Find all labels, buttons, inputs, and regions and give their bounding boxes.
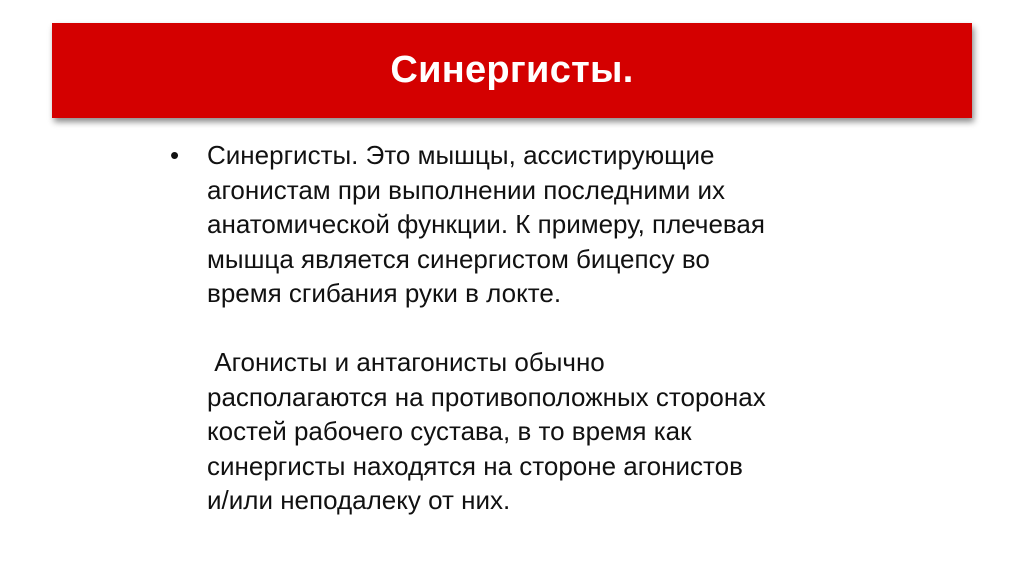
- title-bar: [52, 23, 972, 118]
- slide-title: Синергисты.: [390, 49, 634, 91]
- paragraph-line: анатомической функции. К примеру, плечевая: [207, 209, 765, 239]
- paragraph-2: [207, 345, 850, 518]
- paragraph-line: Синергисты. Это мышцы, ассистирующие: [207, 140, 715, 170]
- paragraph-line: мышца является синергистом бицепсу во: [207, 243, 710, 274]
- bullet-item: [170, 138, 850, 518]
- slide-content: [170, 138, 850, 518]
- paragraph-line: костей рабочего сустава, в то время как: [207, 416, 692, 446]
- paragraph-line: агонистам при выполнении последними их: [207, 174, 726, 205]
- paragraph-line: и/или неподалеку от них.: [207, 485, 511, 515]
- paragraph-line: синергисты находятся на стороне агонистов: [207, 450, 743, 481]
- bullet-icon: •: [170, 140, 180, 170]
- paragraph-line: располагаются на противоположных сторонах: [207, 381, 766, 412]
- paragraph-gap: [207, 311, 850, 346]
- paragraph-1: [207, 138, 850, 311]
- paragraph-line: время сгибания руки в локте.: [207, 278, 562, 308]
- paragraph-line: Агонисты и антагонисты обычно: [207, 347, 605, 377]
